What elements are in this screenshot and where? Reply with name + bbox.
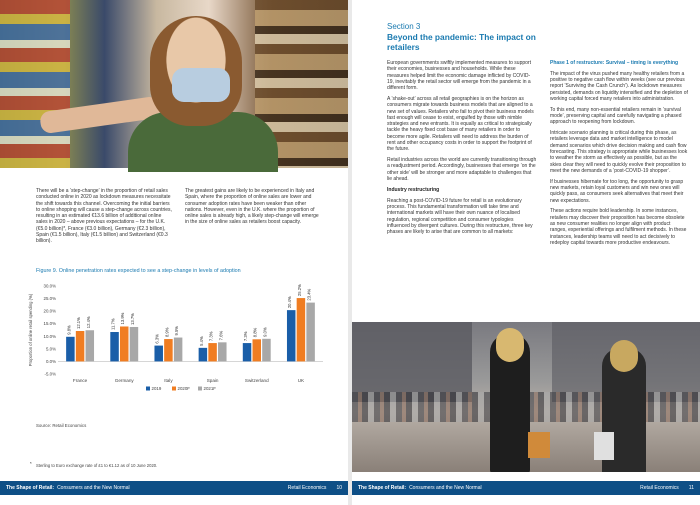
bar-value-label: 23.4%	[306, 288, 312, 301]
footer-brand: The Shape of Retail:	[6, 485, 55, 491]
footer-page-number: 11	[688, 485, 694, 491]
footer-page-number: 10	[336, 485, 342, 491]
bar-value-label: 25.2%	[296, 284, 302, 297]
y-axis-label: Proportion of online retail spending (%)	[28, 293, 33, 367]
legend-swatch	[146, 387, 150, 391]
shopper-photo	[0, 0, 348, 168]
bar	[154, 346, 163, 362]
footer-left	[0, 481, 348, 495]
y-tick-label: 0.0%	[45, 358, 56, 364]
paragraph: Retail industries across the world are currently transitioning through a readjustment period. Accordingly, businesses that emerge ‘on the other side’ will be stronger and more adaptable to challenges that lie ahead.	[387, 157, 537, 183]
left-column-1-text: There will be a ‘step-change’ in the proportion of retail sales conducted online in 2020 as lockdown measures necessitate the shift towards this channel. Overcoming the initial barriers to online shopping will cause a step-change across countries, resulting in an estimated €13.6 billion of additional online sales in 2020 – above previous expectations – for the U.K. (€5.0 billion)*, France (€3.0 billion), Germany (€2.3 billion), Spain (€1.5 billion), Italy (€1.5 billion) and Switzerland (€0.3 billion).	[36, 188, 172, 245]
section-title: Beyond the pandemic: The impact on retailers	[387, 32, 536, 52]
bar	[243, 343, 252, 361]
chart-svg	[28, 278, 328, 398]
x-tick-label: France	[72, 378, 88, 383]
left-page	[0, 0, 348, 505]
y-tick-label: 10.0%	[43, 333, 56, 339]
x-tick-label: Germany	[114, 378, 134, 383]
paragraph: If businesses hibernate for too long, the opportunity to grasp new markets, retain loyal customers and win new ones will quickly pass, as consumers seek alternatives that meet their new expectations.	[550, 178, 684, 204]
footer-title: Consumers and the New Normal	[409, 485, 482, 491]
x-tick-label: Switzerland	[244, 378, 269, 383]
bar	[253, 339, 262, 361]
bar	[306, 303, 315, 362]
x-tick-label: UK	[297, 378, 305, 383]
footer-brand: The Shape of Retail:	[358, 485, 407, 491]
right-column-1	[387, 60, 537, 240]
y-tick-label: -5.0%	[44, 371, 56, 377]
legend-label: 2020F	[177, 386, 190, 391]
footer-right	[352, 481, 700, 495]
section-number: Section 3	[387, 22, 421, 31]
bar-value-label: 20.4%	[287, 296, 293, 309]
paragraph: Intricate scenario planning is critical during this phase, as retailers leverage data and market intelligence to model demand scenarios which drive decision making and cash flow forecasting. This strategy is appropriate while businesses look to weather the storm as effectively as possible, but as the skies clear they will need to quickly evolve their proposition to meet the new demands of a ‘post-COVID-19 shopper’.	[550, 130, 688, 174]
paragraph: The impact of the virus pushed many healthy retailers from a positive to negative cash flow within weeks (see our previous report ‘Surviving the Cash Crunch’). As lockdown measures persisted, demands on liquidity intensified and the depletion of working capital forced many retailers into administration.	[550, 70, 688, 102]
bar	[76, 331, 85, 361]
x-tick-label: Spain	[206, 378, 219, 383]
footer-org: Retail Economics	[287, 485, 327, 491]
bar	[218, 342, 227, 361]
bar-value-label: 6.3%	[154, 334, 160, 344]
bar-value-label: 11.7%	[110, 318, 116, 331]
bar-value-label: 9.8%	[66, 325, 72, 335]
bar-value-label: 7.3%	[243, 331, 249, 342]
bar	[66, 337, 75, 362]
bar	[297, 298, 306, 361]
bar-value-label: 13.7%	[129, 313, 135, 325]
legend-swatch	[172, 387, 176, 391]
figure-title: Figure 9. Online penetration rates expected to see a step-change in levels of adoption	[36, 268, 241, 274]
footnote-mark: *	[30, 461, 32, 466]
bar	[86, 330, 95, 361]
paragraph: To this end, many non-essential retailers remain in ‘survival mode’, preserving capital and carefully navigating a phased approach to reopening from lockdown.	[550, 106, 682, 126]
bar-value-label: 8.9%	[164, 327, 170, 338]
street-shoppers-photo	[352, 322, 700, 472]
y-tick-label: 30.0%	[43, 283, 56, 289]
x-tick-label: Italy	[164, 378, 173, 383]
paragraph: European governments swiftly implemented measures to support their economies, businesses and households. While these measures helped limit the economic damage inflicted by COVID-19, inevitably the retail sector will emerge from the pandemic in a different form.	[387, 60, 531, 92]
bar-value-label: 13.9%	[120, 312, 126, 325]
bar	[208, 343, 217, 361]
legend-label: 2019	[151, 386, 162, 391]
bar	[130, 327, 139, 361]
bar-value-label: 7.6%	[218, 330, 224, 341]
paragraph: These actions require bold leadership. In some instances, retailers may discover their proposition has become obsolete as new consumer realities no longer align with product ranges, experiential offerings and fulfilment methods. In these instances, leadership teams will need to act decisively to redeploy capital towards more productive endeavours.	[550, 208, 687, 246]
y-tick-label: 20.0%	[43, 308, 56, 314]
left-column-2-text: The greatest gains are likely to be experienced in Italy and Spain, where the proportion of online sales are lower and consumer adoption rates have been weaker than other nations. However, even in the U.K. where the proportion of online sales is already high, a likely step-change will emerge in the size of online sales as retailers boost capacity.	[185, 188, 319, 226]
bar-value-label: 8.8%	[252, 327, 258, 338]
footnote: Sterling to Euro exchange rate of £1 to €1.12 as of 10 June 2020.	[36, 463, 158, 468]
bar-value-label: 7.3%	[208, 331, 214, 342]
bar-value-label: 12.4%	[85, 316, 91, 329]
bar-value-label: 12.1%	[76, 317, 82, 330]
bar	[120, 326, 129, 361]
bar	[110, 332, 119, 361]
y-tick-label: 5.0%	[45, 346, 56, 352]
bar	[174, 338, 183, 362]
bar	[199, 348, 208, 362]
source-note: Source: Retail Economics	[36, 423, 87, 428]
subheading-phase-1: Phase 1 of restructure: Survival – timing is everything	[550, 60, 679, 66]
y-tick-label: 15.0%	[43, 321, 56, 327]
y-tick-label: 25.0%	[43, 296, 56, 302]
footer-title: Consumers and the New Normal	[57, 485, 130, 491]
legend-label: 2021F	[203, 386, 216, 391]
paragraph: A ‘shake-out’ across all retail geographies is on the horizon as consumers migrate towards business models that are aligned to a new set of values. Retailers who fail to pivot their business models fast enough will cease to exist, engulfed by those with nimble strategies and new entrants. It is equally as critical to strategically tackle the heavy fixed cost base of many retailers in order to become more agile. Retailers will need to address the burden of rent and other occupancy costs in order to support the footprint of the future.	[387, 95, 534, 153]
subheading-industry-restructuring: Industry restructuring	[387, 186, 440, 193]
bar-value-label: 9.0%	[262, 327, 268, 337]
paragraph: Reaching a post-COVID-19 future for retail is an evolutionary process. This fundamental transformation will take time and international markets will have their own nuance of localised regulation, regional competition and consumer typologies influenced by divergent cultures. During this restructure, three key phases are likely to arise that are common to all markets:	[387, 197, 533, 236]
legend-swatch	[198, 387, 202, 391]
bar	[262, 339, 271, 362]
bar-value-label: 9.5%	[174, 325, 180, 336]
footer-org: Retail Economics	[640, 485, 679, 491]
bar	[287, 310, 296, 361]
right-column-2	[550, 60, 688, 251]
bar-value-label: 5.4%	[198, 336, 204, 346]
right-page	[352, 0, 700, 505]
online-penetration-chart	[28, 278, 328, 398]
bar	[164, 339, 173, 361]
